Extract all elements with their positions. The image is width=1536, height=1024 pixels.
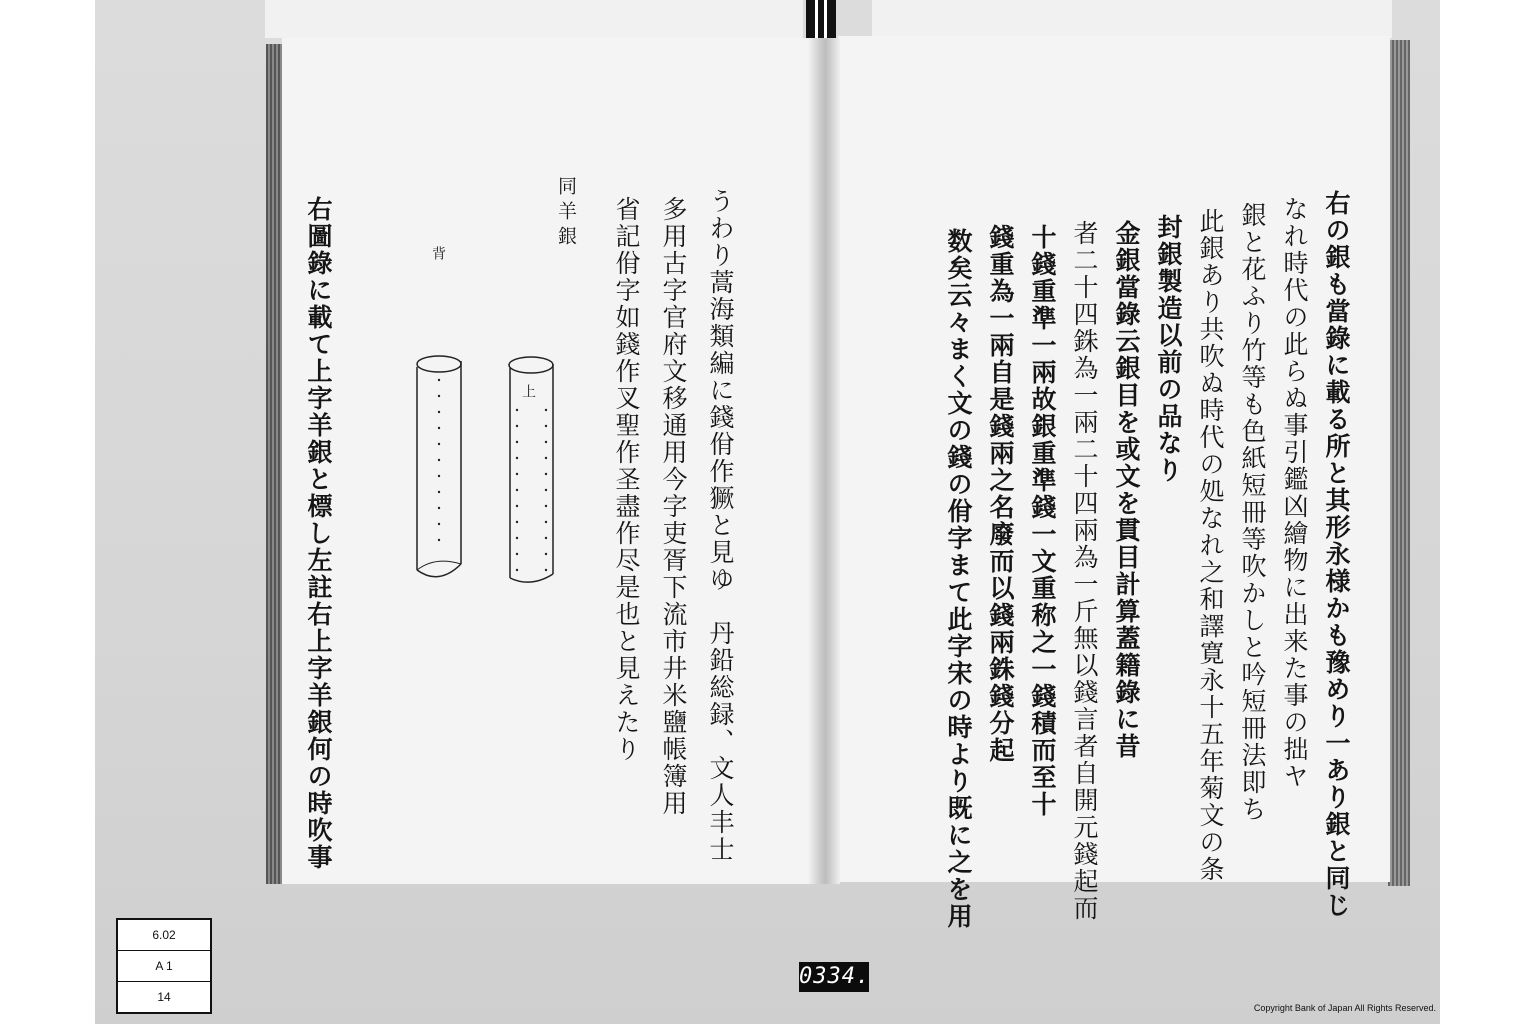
right-column-10: 数矣云々まく文の錢の佾字まて此字宋の時より既に之を用	[944, 228, 973, 930]
gutter-top	[806, 0, 836, 38]
tag-line-1: 6.02	[118, 920, 210, 951]
archive-tag	[116, 918, 212, 1014]
right-column-1: 右の銀も當錄に載る所と其形永様かも豫めり一あり銀と同じ	[1322, 190, 1351, 919]
right-column-6: 金銀當錄云銀目を或文を貫目計算蓋籍錄に昔	[1112, 220, 1141, 760]
top-strip-right	[872, 0, 1392, 38]
right-column-2: なれ時代の此らぬ事引鑑凶繪物に出来た事の拙ヤ	[1280, 196, 1309, 790]
left-column-4: 右圖錄に載て上字羊銀と標し左註右上字羊銀何の時吹事	[304, 196, 333, 871]
left-title-label: 同羊銀	[555, 176, 577, 251]
copyright-notice: Copyright Bank of Japan All Rights Reserved.	[1253, 1003, 1436, 1013]
silver-bar-back	[417, 356, 461, 577]
left-column-1: うわり蒿海類編に錢佾作獗と見ゆ 丹鉛総録、文人丰士	[706, 188, 735, 863]
book-edge-right	[1388, 40, 1410, 886]
left-column-3: 省記佾字如錢作叉聖作圣盡作尽是也と見えたり	[612, 196, 641, 763]
right-column-9: 錢重為一兩自是錢兩之名廢而以錢兩銖錢分起	[986, 224, 1015, 764]
top-stamp-label: 上	[520, 384, 536, 398]
left-column-2: 多用古字官府文移通用今字吏胥下流市井米鹽帳簿用	[659, 196, 688, 817]
right-column-7: 者二十四銖為一兩二十四兩為一斤無以錢言者自開元錢起而	[1070, 220, 1099, 922]
silver-bar-drawings	[405, 350, 565, 590]
tag-line-3: 14	[157, 990, 171, 1004]
right-column-5: 封銀製造以前の品なり	[1154, 214, 1183, 484]
top-strip-left	[265, 0, 803, 38]
right-column-3: 銀と花ふり竹等も色紙短冊等吹かしと吟短冊法即ち	[1238, 202, 1267, 823]
tag-line-2: A 1	[118, 951, 210, 982]
right-column-8: 十錢重準一兩故銀重準錢一文重称之一錢積而至十	[1028, 224, 1057, 818]
frame-number: 0334.	[799, 962, 869, 992]
spine-shadow	[808, 38, 840, 884]
reverse-label: 背	[430, 246, 446, 260]
right-column-4: 此銀あり共吹ぬ時代の処なれ之和譯寛永十五年菊文の条	[1196, 208, 1225, 883]
